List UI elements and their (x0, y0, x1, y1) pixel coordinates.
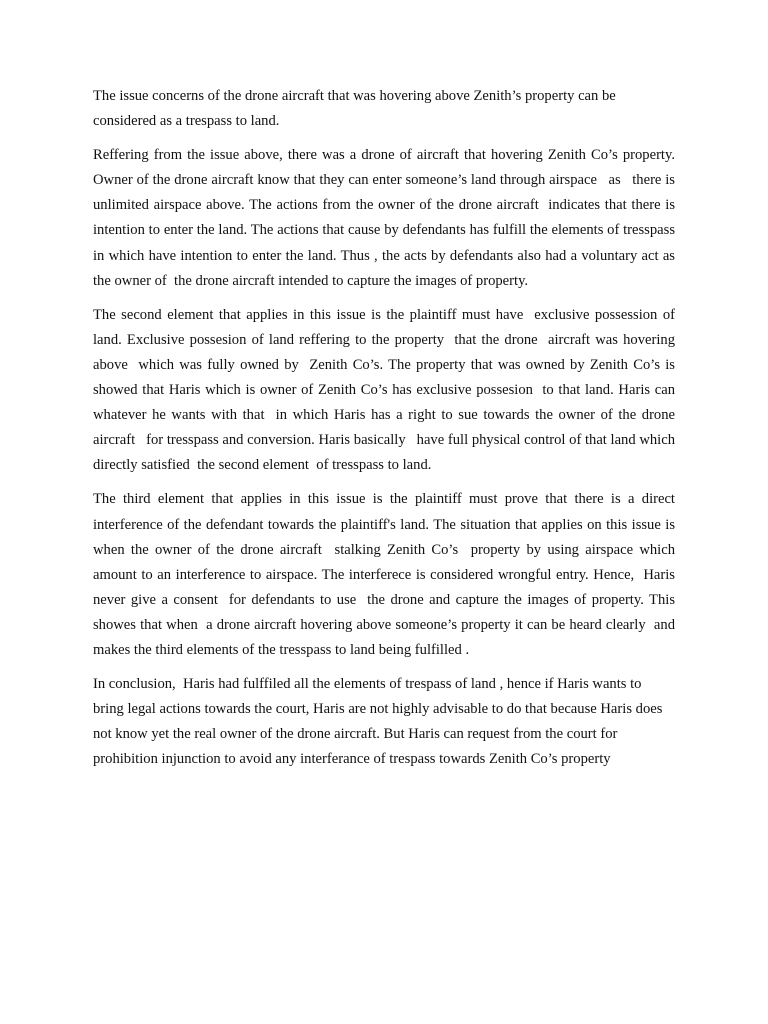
paragraph-intention: Reffering from the issue above, there was a drone of aircraft that hovering Zenith Co’s property. Owner of the drone aircraft know that they can enter someone’s land through airspace as there is unlimited airspace above. The actions from the owner of the drone aircraft indicates that there is intention to enter the land. The actions that cause by defendants has fulfill the elements of tresspass in which have intention to enter the land. Thus , the acts by defendants also had a voluntary act as the owner of the drone aircraft intended to capture the images of property. (93, 147, 679, 289)
paragraph-direct-interference: The third element that applies in this issue is the plaintiff must prove that there is a direct interference of the defendant towards the plaintiff's land. The situation that applies on this issue is when the owner of the drone aircraft stalking Zenith Co’s property by using airspace which amount to an interference to airspace. The interferece is considered wrongful entry. Hence, Haris never give a consent for defendants to use the drone and capture the images of property. This showes that when a drone aircraft hovering above someone’s property it can be heard clearly and makes the third elements of the tresspass to land being fulfilled . (93, 491, 679, 658)
paragraph-exclusive-possession: The second element that applies in this issue is the plaintiff must have exclusive possession of land. Exclusive possesion of land reffering to the property that the drone aircraft was hovering above which was fully owned by Zenith Co’s. The property that was owned by Zenith Co’s is showed that Haris which is owner of Zenith Co’s has exclusive possesion to that land. Haris can whatever he wants with that in which Haris has a right to sue towards the owner of the drone aircraft for tresspass and conversion. Haris basically have full physical control of that land which directly satisfied the second element of tresspass to land. (93, 306, 683, 474)
document-body (93, 84, 683, 781)
paragraph-issue: The issue concerns of the drone aircraft that was hovering above Zenith’s property can be considered as a trespass to land. (93, 88, 620, 130)
paragraph-conclusion: In conclusion, Haris had fulffiled all the elements of trespass of land , hence if Haris wants to bring legal actions towards the court, Haris are not highly advisable to do that because Haris does not know yet the real owner of the drone aircraft. But Haris can request from the court for prohibition injunction to avoid any interferance of trespass towards Zenith Co’s property (93, 676, 667, 768)
